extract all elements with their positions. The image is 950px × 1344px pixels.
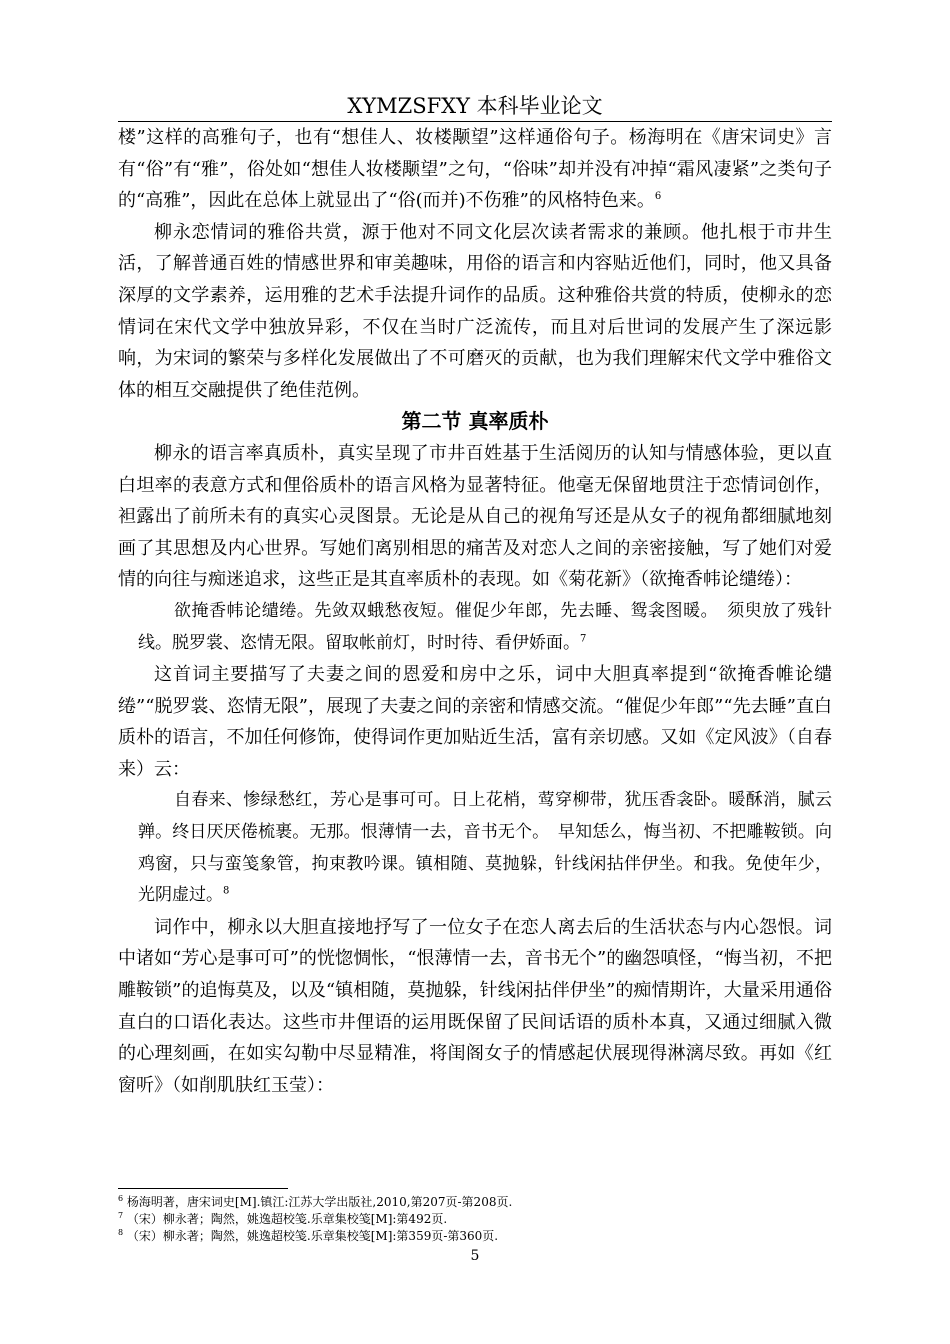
footnote-number: 7	[118, 1211, 124, 1220]
page-number: 5	[470, 1248, 480, 1264]
paragraph-1	[118, 122, 832, 217]
paragraph-5: 词作中，柳永以大胆直接地抒写了一位女子在恋人离去后的生活状态与内心怨恨。词中诸如“芳心是事可可”的恍惚惆怅，“恨薄情一去，音书无个”的幽怨嗔怪，“悔当初，不把雕鞍锁”的追悔莫及，以及“镇相随，莫抛躲，针线闲拈伴伊坐”的痴情期许，大量采用通俗直白的口语化表达。这些市井俚语的运用既保留了民间话语的质朴本真，又通过细腻入微的心理刻画，在如实勾勒中尽显精准，将闺阁女子的情感起伏展现得淋漓尽致。再如《红窗听》（如削肌肤红玉莹）：	[118, 916, 832, 1096]
document-body	[118, 122, 832, 1101]
footnote-item	[118, 1194, 832, 1211]
footnote-text: （宋）柳永著；陶然，姚逸超校笺.乐章集校笺[M]:第492页.	[126, 1212, 448, 1226]
paragraph-3: 柳永的语言率真质朴，真实呈现了市井百姓基于生活阅历的认知与情感体验，更以直白坦率的表意方式和俚俗质朴的语言风格为显著特征。他毫无保留地贯注于恋情词创作，袒露出了前所未有的真实心灵图景。无论是从自己的视角写还是从女子的视角都细腻地刻画了其思想及内心世界。写她们离别相思的痛苦及对恋人之间的亲密接触，写了她们对爱情的向往与痴迷追求，这些正是其直率质朴的表现。如《菊花新》（欲掩香帏论缱绻）：	[118, 442, 832, 591]
footnotes	[118, 1194, 832, 1245]
footnote-ref-6[interactable]: 6	[654, 191, 662, 203]
footnote-text: （宋）柳永著；陶然，姚逸超校笺.乐章集校笺[M]:第359页-第360页.	[126, 1229, 499, 1243]
quote-dingfengbo-text: 自春来、惨绿愁红，芳心是事可可。日上花梢，莺穿柳带，犹压香衾卧。暖酥消，腻云亸。终日厌厌倦梳裹。无那。恨薄情一去，音书无个。 早知恁么，悔当初、不把雕鞍锁。向鸡窗，只与蛮笺象管，拘束教吟课。镇相随、莫抛躲，针线闲拈伴伊坐。和我。免使年少，光阴虚过。	[138, 790, 832, 906]
page-header-title: XYMZSFXY 本科毕业论文	[347, 94, 603, 118]
footnote-text: 杨海明著，唐宋词史[M].镇江:江苏大学出版社,2010,第207页-第208页.	[126, 1195, 513, 1209]
footnote-item	[118, 1228, 832, 1245]
footnote-ref-7[interactable]: 7	[580, 632, 587, 644]
footnote-number: 8	[118, 1228, 124, 1237]
footnote-ref-8[interactable]: 8	[223, 885, 230, 897]
paragraph-1-text: 楼”这样的高雅句子，也有“想佳人、妆楼颙望”这样通俗句子。杨海明在《唐宋词史》言有“俗”有“雅”，俗处如“想佳人妆楼颙望”之句，“俗味”却并没有冲掉“霜风凄紧”之类句子的“高雅”，因此在总体上就显出了“俗(而并)不伤雅”的风格特色来。	[118, 127, 832, 212]
quote-dingfengbo	[118, 785, 832, 911]
quote-juhuaxin-text: 欲掩香帏论缱绻。先敛双蛾愁夜短。催促少年郎，先去睡、鸳衾图暖。 须臾放了残针线。脱罗裳、恣情无限。留取帐前灯，时时待、看伊娇面。	[138, 600, 832, 653]
paragraph-2: 柳永恋情词的雅俗共赏，源于他对不同文化层次读者需求的兼顾。他扎根于市井生活，了解普通百姓的情感世界和审美趣味，用俗的语言和内容贴近他们，同时，他又具备深厚的文学素养，运用雅的艺术手法提升词作的品质。这种雅俗共赏的特质，使柳永的恋情词在宋代文学中独放异彩，不仅在当时广泛流传，而且对后世词的发展产生了深远影响，为宋词的繁荣与多样化发展做出了不可磨灭的贡献，也为我们理解宋代文学中雅俗文体的相互交融提供了绝佳范例。	[118, 221, 832, 401]
quote-juhuaxin	[118, 596, 832, 659]
footnote-number: 6	[118, 1194, 124, 1203]
footnote-divider	[118, 1188, 288, 1189]
section-title: 第二节 真率质朴	[401, 409, 549, 434]
paragraph-4: 这首词主要描写了夫妻之间的恩爱和房中之乐，词中大胆真率提到“欲掩香帷论缱绻”“脱罗裳、恣情无限”，展现了夫妻之间的亲密和情感交流。“催促少年郎”“先去睡”直白质朴的语言，不加任何修饰，使得词作更加贴近生活，富有亲切感。又如《定风波》（自春来）云：	[118, 664, 832, 780]
footnote-item	[118, 1211, 832, 1228]
